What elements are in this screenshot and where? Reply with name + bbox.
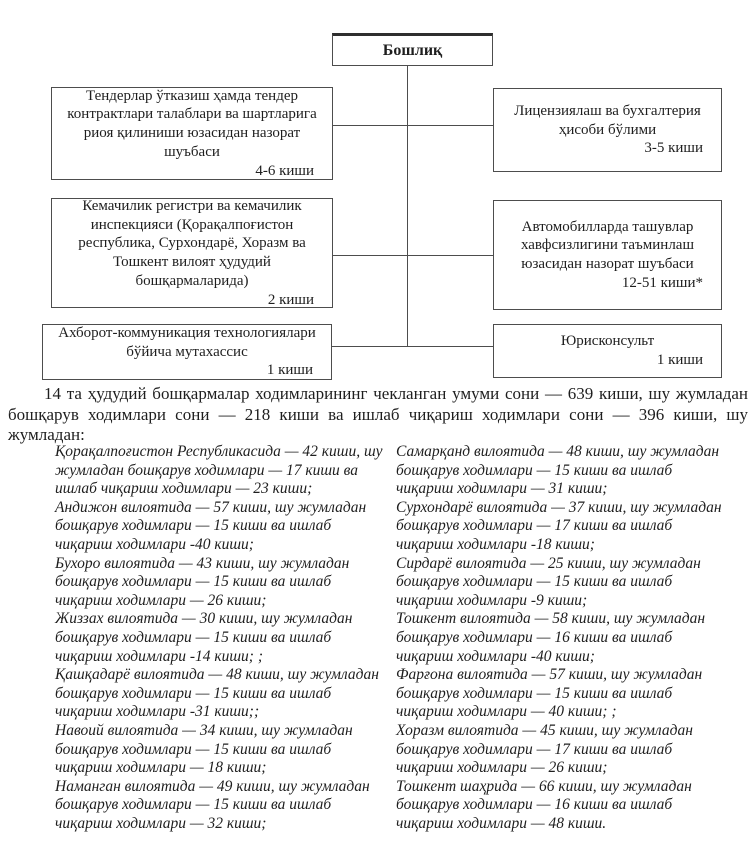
region-entry-navoiy: Навоий вилоятида — 34 киши, шу жумладан бошқарув ходимлари — 15 киши ва ишлаб чиқариш ходимлари — 18 киши; <box>55 721 353 777</box>
region-entry-namangan: Наманган вилоятида — 49 киши, шу жумладан бошқарув ходимлари — 15 киши ва ишлаб чиқариш ходимлари — 32 киши; <box>55 777 370 832</box>
org-box-count: 1 киши <box>266 362 313 379</box>
region-entry-jizzax: Жиззах вилоятида — 30 киши, шу жумладан бошқарув ходимлари — 15 киши ва ишлаб чиқариш ходимлари -14 киши; ; <box>55 610 353 665</box>
org-box-count: 4-6 киши <box>255 162 314 179</box>
org-box-title: Юрисконсульт <box>560 333 655 350</box>
region-entry-toshkent-viloyat: Тошкент вилоятида — 58 киши, шу жумладан бошқарув ходимлари — 16 киши ва ишлаб чиқариш ходимлари -40 киши; <box>396 610 706 665</box>
region-entry-surxondaryo: Сурхондарё вилоятида — 37 киши, шу жумладан бошқарув ходимлари — 17 киши ва ишлаб чиқариш ходимлари -18 киши; <box>396 498 722 553</box>
regions-column-left <box>55 443 390 833</box>
org-box-chief <box>332 33 493 66</box>
org-box-legal-counsel <box>493 324 722 378</box>
org-box-count: 2 киши <box>267 291 314 308</box>
org-box-title: Ахборот-коммуникация технологиялари бўйича мутахассис <box>58 324 316 360</box>
regions-list <box>55 443 731 833</box>
org-box-title: Кемачилик регистри ва кемачилик инспекцияси (Қорақалпоғистон республика, Сурхондарё, Хоразм ва Тошкент вилоят ҳудудий бошқармаларида) <box>78 197 306 289</box>
regions-column-right <box>396 443 731 833</box>
region-entry-qoraqalpogiston: Қорақалпоғистон Республикасида — 42 киши, шу жумладан бошқарув ходимлари — 17 киши ва ишлаб чиқариш ходимлари — 23 киши; <box>55 443 383 498</box>
region-entry-buxoro: Бухоро вилоятида — 43 киши, шу жумладан бошқарув ходимлари — 15 киши ва ишлаб чиқариш ходимлари — 26 киши; <box>55 554 350 609</box>
org-box-title: Автомобилларда ташувлар хавфсизлигини таъминлаш юзасидан назорат шуъбаси <box>520 218 695 272</box>
summary-paragraph: 14 та ҳудудий бошқармалар ходимларининг чекланган умуми сони — 639 киши, шу жумладан бошқарув ходимлари сони — 218 киши ва ишлаб чиқариш ходимлари сони — 396 киши, шу жумладан: <box>8 384 748 445</box>
org-box-title: Тендерлар ўтказиш ҳамда тендер контрактлари талаблари ва шартларига риоя қилиниши юзасидан назорат шуъбаси <box>67 87 317 160</box>
region-entry-xorazm: Хоразм вилоятида — 45 киши, шу жумладан бошқарув ходимлари — 17 киши ва ишлаб чиқариш ходимлари — 26 киши; <box>396 721 693 777</box>
org-box-count: 3-5 киши <box>644 140 703 157</box>
org-box-chief-label: Бошлиқ <box>382 41 443 59</box>
org-box-auto-transport-safety <box>493 200 722 310</box>
org-box-licensing-accounting <box>493 88 722 172</box>
region-entry-toshkent-shahri: Тошкент шаҳрида — 66 киши, шу жумладан бошқарув ходимлари — 16 киши ва ишлаб чиқариш ходимлари — 48 киши. <box>396 777 692 832</box>
region-entry-sirdaryo: Сирдарё вилоятида — 25 киши, шу жумладан бошқарув ходимлари — 15 киши ва ишлаб чиқариш ходимлари -9 киши; <box>396 554 701 609</box>
org-box-shipping-registry <box>51 198 333 308</box>
org-box-title: Лицензиялаш ва бухгалтерия ҳисоби бўлими <box>514 102 701 138</box>
connector-row-1-line <box>333 125 493 126</box>
region-entry-qashqadaryo: Қашқадарё вилоятида — 48 киши, шу жумладан бошқарув ходимлари — 15 киши ва ишлаб чиқариш ходимлари -31 киши;; <box>55 666 379 721</box>
region-entry-andijon: Андижон вилоятида — 57 киши, шу жумладан бошқарув ходимлари — 15 киши ва ишлаб чиқариш ходимлари -40 киши; <box>55 498 367 553</box>
org-box-ict-specialist <box>42 324 332 380</box>
region-entry-fargona: Фарғона вилоятида — 57 киши, шу жумладан бошқарув ходимлари — 15 киши ва ишлаб чиқариш ходимлари — 40 киши; ; <box>396 666 703 721</box>
connector-row-3-line <box>332 346 493 347</box>
connector-row-2-line <box>333 255 493 256</box>
org-box-count: 1 киши <box>656 352 703 368</box>
org-box-tender-control <box>51 87 333 180</box>
region-entry-samarqand: Самарқанд вилоятида — 48 киши, шу жумладан бошқарув ходимлари — 15 киши ва ишлаб чиқариш ходимлари — 31 киши; <box>396 443 720 498</box>
org-box-count: 12-51 киши* <box>621 274 703 291</box>
connector-vertical-line <box>407 66 408 347</box>
